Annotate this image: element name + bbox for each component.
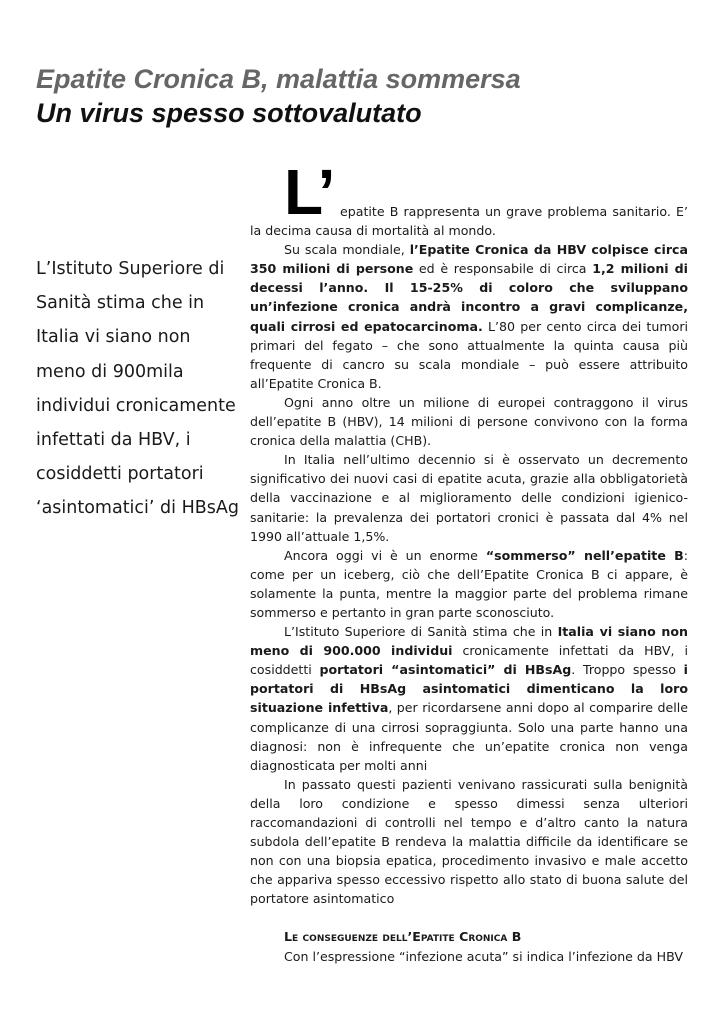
text-span: , per ricordarsene anni dopo al comparire delle complicanze di una cirrosi sopraggiunta. Solo una parte hanno una diagnosi: non è infrequente che un’epatite cronica non venga diagnosticata per molti anni — [250, 700, 688, 773]
text-span: Ancora oggi vi è un enorme — [284, 547, 486, 563]
article-body — [250, 156, 689, 966]
paragraph-past: In passato questi pazienti venivano rassicurati sulla benignità della loro condizione e spesso dimessi senza ulteriori raccomandazioni di controlli nel tempo e d’altro canto la natura subdola dell’epatite B rendeva la malattia difficile da identificare se non con una biopsia epatica, procedimento invasivo e male accetto che appariva spesso eccessivo rispetto allo stato di buona salute del portatore asintomatico — [250, 776, 688, 907]
bold-span: l’Epatite Cronica da HBV colpisce circa 350 milioni di persone — [250, 242, 688, 277]
title-line-1: Epatite Cronica B, malattia sommersa — [36, 64, 521, 94]
text-span: . Troppo spesso — [571, 662, 684, 678]
intro-text: epatite B rappresenta un grave problema sanitario. E’ la decima causa di mortalità al mondo. — [250, 204, 688, 239]
page-title — [36, 62, 696, 130]
bold-span: “sommerso” nell’epatite B — [485, 547, 684, 563]
paragraph-worldwide — [250, 240, 688, 393]
paragraph-italy: In Italia nell’ultimo decennio si è osservato un decremento significativo dei nuovi casi di epatite acuta, grazie alla obbligatorietà della vaccinazione e al miglioramento delle condizioni igienico-sanitarie: la prevalenza dei portatori cronici è passata dal 4% nel 1990 all’attuale 1,5%. — [250, 452, 688, 544]
pull-quote: L’Istituto Superiore di Sanità stima che in Italia vi siano non meno di 900mila individui cronicamente infettati da HBV, i cosiddetti portatori ‘asintomatici’ di HBsAg — [36, 259, 239, 519]
bold-span: 1,2 milioni di decessi l’anno. Il 15-25% di coloro che sviluppano un’infezione cronica andrà incontro a gravi complicanze, quali cirrosi ed epatocarcinoma. — [250, 261, 688, 334]
paragraph-iceberg — [250, 546, 688, 622]
text-span: L’Istituto Superiore di Sanità stima che in — [284, 624, 558, 640]
drop-cap: L’ — [284, 156, 334, 228]
paragraph-acute: Con l’espressione “infezione acuta” si indica l’infezione da HBV — [284, 948, 683, 964]
text-span: cronicamente infettati da HBV, i cosiddetti — [250, 643, 688, 678]
text-span: L’80 per cento circa dei tumori primari del fegato – che sono attualmente la quinta causa più frequente di cancro su scala mondiale – può essere attribuito all’Epatite Cronica B. — [250, 318, 688, 391]
title-line-2: Un virus spesso sottovalutato — [36, 98, 422, 128]
text-span: ed è responsabile di circa — [413, 261, 593, 277]
bold-span: i portatori di HBsAg asintomatici dimenticano la loro situazione infettiva — [250, 662, 688, 716]
paragraph-europe: Ogni anno oltre un milione di europei contraggono il virus dell’epatite B (HBV), 14 milioni di persone convivono con la forma cronica della malattia (CHB). — [250, 394, 688, 449]
text-span: : come per un iceberg, ciò che dell’Epatite Cronica B ci appare, è solamente la punta, mentre la maggior parte del problema rimane sommerso e pertanto in gran parte sconosciuto. — [250, 547, 688, 620]
paragraph-iss — [250, 622, 688, 775]
section-heading: Le conseguenze dell’Epatite Cronica B — [284, 929, 522, 945]
bold-span: Italia vi siano non meno di 900.000 individui — [250, 624, 689, 659]
text-span: Su scala mondiale, — [284, 242, 410, 258]
bold-span: portatori “asintomatici” di HBsAg — [319, 662, 572, 678]
